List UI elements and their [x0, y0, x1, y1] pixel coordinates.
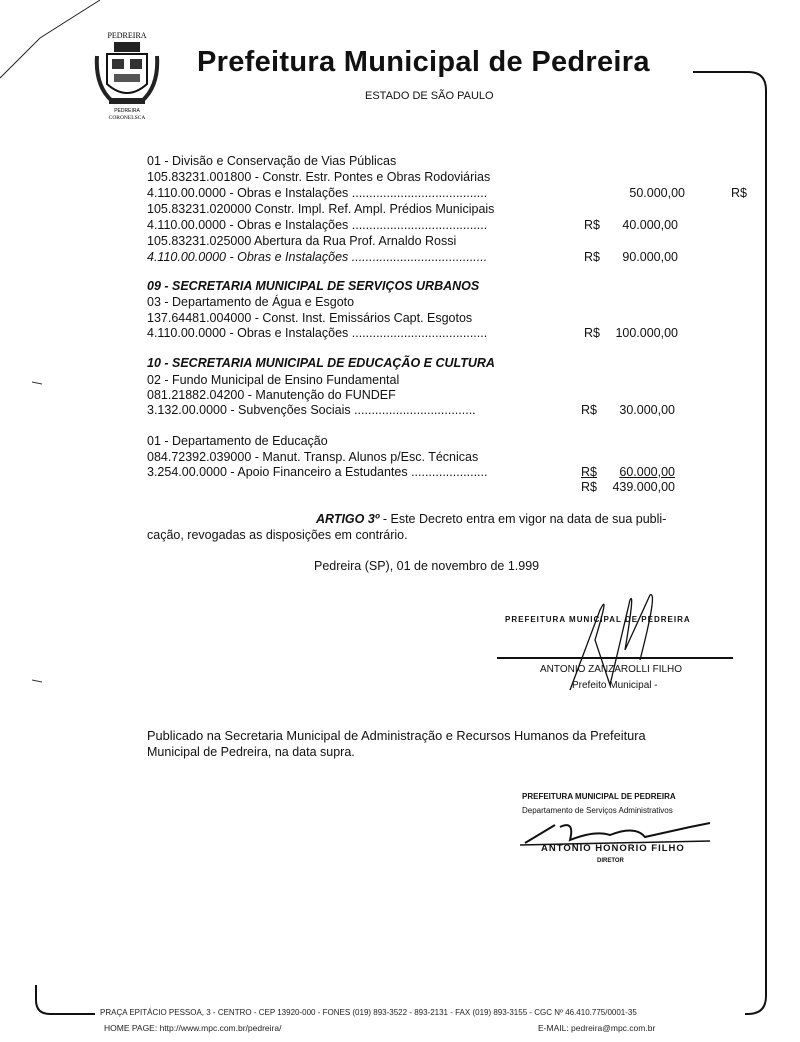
list-item: 03 - Departamento de Água e Esgoto — [147, 295, 355, 309]
list-item: 081.21882.04200 - Manutenção do FUNDEF — [147, 388, 396, 402]
svg-text:PEDREIRA: PEDREIRA — [114, 108, 140, 114]
item-text: 4.110.00.0000 - Obras e Instalações ....................................... — [147, 186, 488, 200]
signature1-stamp: PREFEITURA MUNICIPAL DE PEDREIRA — [505, 615, 691, 624]
page-title: Prefeitura Municipal de Pedreira — [197, 46, 650, 78]
currency: R$ — [581, 403, 597, 417]
artigo-line1 — [316, 511, 666, 527]
total-row — [581, 479, 675, 495]
currency: R$ — [584, 326, 600, 340]
signature2-stamp2: Departamento de Serviços Administrativos — [522, 806, 673, 815]
list-item — [147, 325, 678, 341]
list-item: 01 - Divisão e Conservação de Vias Públicas — [147, 154, 397, 168]
list-item: 137.64481.004000 - Const. Inst. Emissários Capt. Esgotos — [147, 311, 473, 325]
signature2-role: DIRETOR — [597, 858, 624, 864]
signature2-stamp1: PREFEITURA MUNICIPAL DE PEDREIRA — [522, 792, 676, 801]
artigo-text: - Este Decreto entra em vigor na data de sua publi- — [379, 512, 667, 526]
list-item: 105.83231.001800 - Constr. Estr. Pontes e Obras Rodoviárias — [147, 170, 491, 184]
list-item: 084.72392.039000 - Manut. Transp. Alunos p/Esc. Técnicas — [147, 450, 479, 464]
artigo-line2: cação, revogadas as disposições em contrário. — [147, 528, 408, 542]
item-text: 3.132.00.0000 - Subvenções Sociais ................................... — [147, 403, 476, 417]
signature1-line — [497, 657, 733, 659]
signature2-name: ANTONIO HONORIO FILHO — [541, 843, 685, 854]
section-heading: 09 - SECRETARIA MUNICIPAL DE SERVIÇOS URBANOS — [147, 279, 480, 293]
list-item: 105.83231.020000 Constr. Impl. Ref. Ampl. Prédios Municipais — [147, 202, 495, 216]
item-text: 3.254.00.0000 - Apoio Financeiro a Estudantes ...................... — [147, 465, 488, 479]
list-item: 02 - Fundo Municipal de Ensino Fundamental — [147, 373, 400, 387]
amount: 90.000,00 — [622, 250, 678, 264]
amount: 30.000,00 — [619, 403, 675, 417]
footer-email: E-MAIL: pedreira@mpc.com.br — [538, 1023, 656, 1033]
section-heading: 10 - SECRETARIA MUNICIPAL DE EDUCAÇÃO E CULTURA — [147, 356, 495, 370]
list-item — [147, 217, 678, 233]
currency: R$ — [584, 218, 600, 232]
municipal-crest-logo — [92, 26, 162, 120]
list-item — [147, 249, 678, 265]
amount: 60.000,00 — [619, 465, 675, 479]
list-item: 105.83231.025000 Abertura da Rua Prof. Arnaldo Rossi — [147, 234, 457, 248]
footer-address: PRAÇA EPITÁCIO PESSOA, 3 - CENTRO - CEP 13920-000 - FONES (019) 893-3522 - 893-2131 - FAX (019) 893-3155 - CGC Nº 46.410.775/0001-35 — [100, 1008, 637, 1017]
amount: 50.000,00 — [629, 186, 685, 200]
currency: R$ — [731, 186, 747, 200]
amount: 100.000,00 — [615, 326, 678, 340]
amount: 40.000,00 — [622, 218, 678, 232]
svg-text:PEDREIRA: PEDREIRA — [107, 31, 147, 40]
publication-line1: Publicado na Secretaria Municipal de Administração e Recursos Humanos da Prefeitura — [147, 728, 646, 743]
signature1-name: ANTONIO ZANZAROLLI FILHO — [540, 664, 683, 675]
publication-line2: Municipal de Pedreira, na data supra. — [147, 745, 355, 759]
item-text: 4.110.00.0000 - Obras e Instalações ....................................... — [147, 250, 488, 264]
list-item: 01 - Departamento de Educação — [147, 434, 328, 448]
svg-text:CORONELSCA: CORONELSCA — [108, 115, 146, 120]
item-text: 4.110.00.0000 - Obras e Instalações ....................................... — [147, 218, 488, 232]
page-subtitle: ESTADO DE SÃO PAULO — [365, 90, 494, 102]
currency: R$ — [584, 250, 600, 264]
signature1-role: Prefeito Municipal - — [572, 680, 658, 691]
artigo-label: ARTIGO 3º — [316, 512, 380, 526]
item-text: 4.110.00.0000 - Obras e Instalações ....................................... — [147, 326, 488, 340]
list-item — [147, 185, 800, 201]
date-line: Pedreira (SP), 01 de novembro de 1.999 — [314, 559, 540, 573]
footer-homepage: HOME PAGE: http://www.mpc.com.br/pedreira/ — [104, 1023, 282, 1033]
list-item — [147, 402, 675, 418]
total-amount: 439.000,00 — [612, 480, 675, 494]
currency: R$ — [581, 465, 597, 479]
total-currency: R$ — [581, 480, 597, 494]
list-item — [147, 464, 675, 480]
